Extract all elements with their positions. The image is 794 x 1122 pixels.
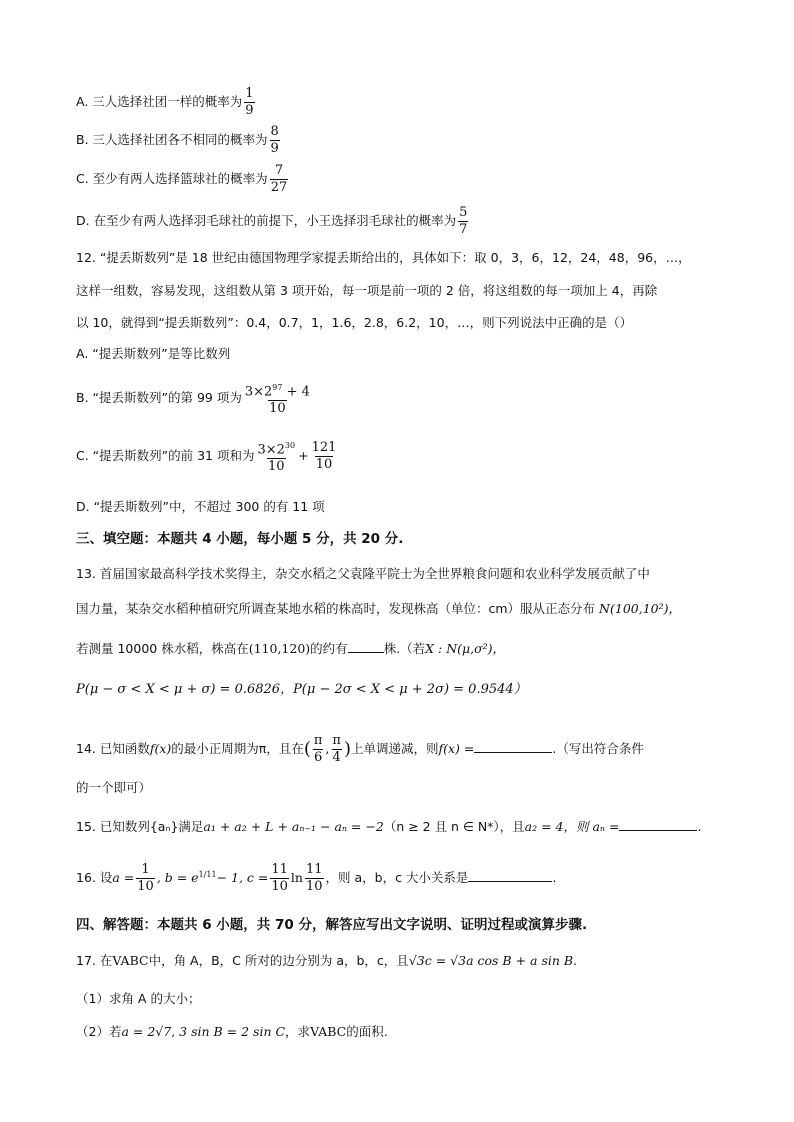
q11-option-b: B. 三人选择社团各不相同的概率为 $\frac{8}{9}$ bbox=[76, 124, 279, 156]
q12-option-a: A. “提丢斯数列”是等比数列 bbox=[76, 346, 231, 361]
fraction: $\frac{121}{10}$ bbox=[311, 440, 337, 473]
fraction: $\frac{3\times 2^{30}}{10}$ bbox=[257, 441, 296, 475]
q15-line: 15. 已知数列{aₙ}满足a₁ + a₂ + L + aₙ₋₁ − aₙ = −2（n ≥ 2 且 n ∈ N*），且a₂ = 4，则 aₙ = . bbox=[76, 819, 702, 834]
fraction: $\frac{5}{7}$ bbox=[459, 205, 468, 237]
q11-option-a: A. 三人选择社团一样的概率为 $\frac{1}{9}$ bbox=[76, 86, 254, 118]
q13-line-3: 若测量 10000 株水稻，株高在(110,120)的约有 株.（若X : N(μ,σ²)， bbox=[76, 641, 506, 656]
answer-blank[interactable] bbox=[619, 818, 697, 831]
q12-option-b: B. “提丢斯数列”的第 99 项为 $\frac{3\times 2^{97} + 4}{10}$ bbox=[76, 380, 313, 417]
q14-line-1: 14. 已知函数f(x)的最小正周期为π，且在( $\frac{\pi}{6}$ , $\frac{\pi}{4}$ )上单调递减，则f(x) = .（写出符合条件 bbox=[76, 733, 644, 765]
q17-line-1: 17. 在VABC中，角 A，B，C 所对的边分别为 a，b，c，且√3c = √3a cos B + a sin B. bbox=[76, 953, 578, 968]
fraction: $\frac{7}{27}$ bbox=[270, 163, 288, 195]
q11-option-d: D. 在至少有两人选择羽毛球社的前提下，小王选择羽毛球社的概率为 $\frac{5}{7}$ bbox=[76, 205, 468, 237]
fraction: $\frac{11}{10}$ bbox=[271, 862, 288, 894]
q12-line-1: 12. “提丢斯数列”是 18 世纪由德国物理学家提丢斯给出的，具体如下：取 0，3，6，12，24，48，96，…， bbox=[76, 250, 691, 265]
q12-line-3: 以 10，就得到“提丢斯数列”：0.4，0.7，1，1.6，2.8，6.2，10，…，则下列说法中正确的是（） bbox=[76, 315, 633, 330]
answer-blank[interactable] bbox=[474, 740, 552, 753]
q13-line-2: 国力量，某杂交水稻种植研究所调查某地水稻的株高时，发现株高（单位：cm）服从正态分布 N(100,10²)， bbox=[76, 601, 681, 616]
answer-blank[interactable] bbox=[348, 640, 384, 653]
q12-line-2: 这样一组数，容易发现，这组数从第 3 项开始，每一项是前一项的 2 倍，将这组数的每一项加上 4，再除 bbox=[76, 283, 658, 298]
q16-line: 16. 设a = $\frac{1}{10}$ , $b = e^{1/11}- 1$, c = $\frac{11}{10}$ ln $\frac{11}{10}$ ，则 a，b，c 大小关系是 . bbox=[76, 862, 557, 894]
q13-line-4: P(μ − σ < X < μ + σ) = 0.6826，P(μ − 2σ < X < μ + 2σ) = 0.9544） bbox=[76, 682, 527, 697]
fraction: $\frac{11}{10}$ bbox=[305, 862, 323, 894]
section-heading-fill-in: 三、填空题：本题共 4 小题，每小题 5 分，共 20 分. bbox=[76, 531, 404, 547]
q12-option-d: D. “提丢斯数列”中，不超过 300 的有 11 项 bbox=[76, 499, 325, 514]
q13-line-1: 13. 首届国家最高科学技术奖得主，杂交水稻之父袁隆平院士为全世界粮食问题和农业科学发展贡献了中 bbox=[76, 566, 650, 581]
q12-option-c: C. “提丢斯数列”的前 31 项和为 $\frac{3\times 2^{30}}{10}$ + $\frac{121}{10}$ bbox=[76, 438, 339, 475]
fraction: $\frac{\pi}{4}$ bbox=[332, 733, 341, 765]
answer-blank[interactable] bbox=[468, 869, 552, 882]
fraction: $\frac{1}{10}$ bbox=[137, 862, 154, 894]
q17-part-1: （1）求角 A 的大小； bbox=[76, 991, 201, 1006]
section-heading-solutions: 四、解答题：本题共 6 小题，共 70 分，解答应写出文字说明、证明过程或演算步骤. bbox=[76, 917, 588, 933]
q11-option-c: C. 至少有两人选择篮球社的概率为 $\frac{7}{27}$ bbox=[76, 163, 288, 195]
q14-line-2: 的一个即可） bbox=[76, 780, 152, 795]
fraction: $\frac{3\times 2^{97} + 4}{10}$ bbox=[244, 383, 310, 417]
q17-part-2: （2）若a = 2√7, 3 sin B = 2 sin C，求VABC的面积. bbox=[76, 1024, 388, 1039]
fraction: $\frac{8}{9}$ bbox=[270, 124, 279, 156]
fraction: $\frac{\pi}{6}$ bbox=[313, 733, 323, 765]
fraction: $\frac{1}{9}$ bbox=[245, 86, 254, 118]
